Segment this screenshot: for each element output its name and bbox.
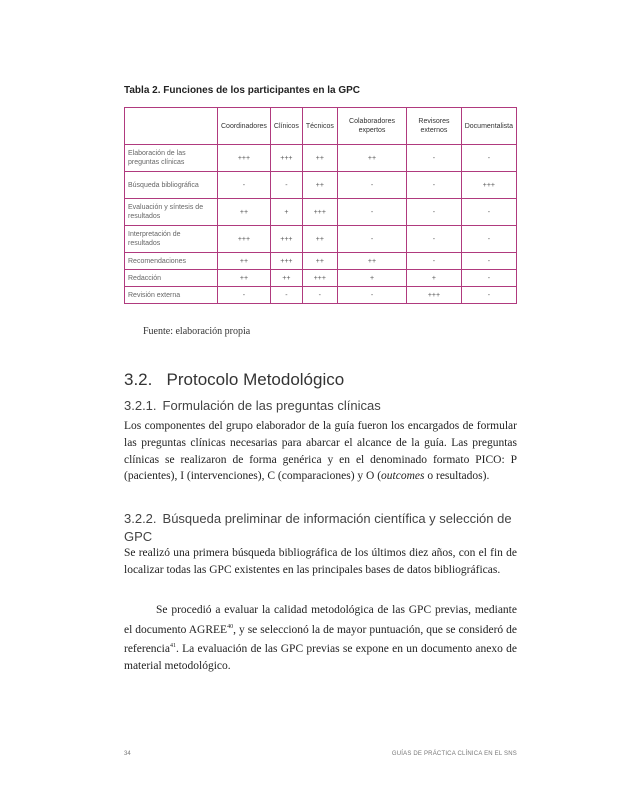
section-number: 3.2. — [124, 370, 153, 389]
table-cell: +++ — [270, 145, 302, 172]
table-row — [125, 226, 517, 253]
table-cell: - — [337, 199, 406, 226]
paragraph-text: Los componentes del grupo elaborador de la guía fueron los encargados de formular las preguntas clínicas necesarias para abarcar el alcance de la guía. Las preguntas clínicas se realizaron de forma genérica y en el denominado formato PICO: P (pacientes), I (intervenciones), C (comparaciones) y O ( — [124, 420, 517, 483]
subsection-heading — [124, 398, 381, 413]
table-title: Funciones de los participantes en la GPC — [163, 85, 360, 96]
page-number: 34 — [124, 751, 131, 757]
paragraph: Se realizó una primera búsqueda bibliográfica de los últimos diez años, con el fin de localizar todas las GPC existentes en las principales bases de datos bibliográficas. — [124, 547, 517, 576]
column-header: Técnicos — [302, 108, 337, 145]
row-label: Elaboración de las preguntas clínicas — [125, 145, 218, 172]
table-cell: + — [270, 199, 302, 226]
table-cell: ++ — [270, 270, 302, 287]
row-label: Recomendaciones — [125, 253, 218, 270]
table-cell: + — [407, 270, 462, 287]
table-row — [125, 199, 517, 226]
table-cell: +++ — [407, 287, 462, 304]
table-cell: - — [302, 287, 337, 304]
table-row — [125, 253, 517, 270]
table-cell: - — [337, 172, 406, 199]
row-label: Interpretación de resultados — [125, 226, 218, 253]
section-title: Protocolo Metodológico — [166, 370, 345, 389]
table-row — [125, 270, 517, 287]
table-cell: +++ — [302, 199, 337, 226]
section-heading — [124, 370, 344, 390]
table-cell: ++ — [218, 253, 271, 270]
column-header: Colaboradores expertos — [337, 108, 406, 145]
table-cell: ++ — [302, 145, 337, 172]
table-source-note: Fuente: elaboración propia — [143, 326, 251, 337]
paragraph-text: o resultados). — [424, 470, 490, 483]
row-label: Redacción — [125, 270, 218, 287]
table-cell: - — [218, 287, 271, 304]
paragraph — [124, 602, 517, 675]
table-cell: ++ — [218, 199, 271, 226]
table-cell: ++ — [337, 145, 406, 172]
table-cell: - — [407, 253, 462, 270]
table-label: Tabla 2. — [124, 85, 161, 96]
column-header: Revisores externos — [407, 108, 462, 145]
paragraph — [124, 418, 517, 485]
paragraph-text: . La evaluación de las GPC previas se expone en un documento anexo de material metodológico. — [124, 643, 517, 673]
table-cell: - — [337, 226, 406, 253]
table-header-row — [125, 108, 517, 145]
table-cell: + — [337, 270, 406, 287]
citation-superscript: 40 — [227, 623, 234, 630]
table-row — [125, 172, 517, 199]
table-cell: - — [337, 287, 406, 304]
table-cell: - — [218, 172, 271, 199]
table-cell: +++ — [218, 145, 271, 172]
table-cell: ++ — [337, 253, 406, 270]
table-row — [125, 145, 517, 172]
row-label: Búsqueda bibliográfica — [125, 172, 218, 199]
table-row — [125, 287, 517, 304]
table-cell: - — [407, 226, 462, 253]
citation-superscript: 41 — [169, 643, 176, 650]
table-cell: - — [407, 172, 462, 199]
paragraph-italic: outcomes — [381, 470, 425, 483]
table-caption — [124, 85, 360, 96]
subsection-title: Formulación de las preguntas clínicas — [162, 398, 381, 413]
table-cell: - — [461, 226, 516, 253]
table-cell: ++ — [218, 270, 271, 287]
paragraph-text: Se procedió a evaluar la calidad metodológica de las GPC previas, mediante el documento AGREE — [124, 604, 517, 636]
table-cell: - — [270, 172, 302, 199]
header-empty — [125, 108, 218, 145]
table-cell: ++ — [302, 226, 337, 253]
roles-table — [124, 107, 517, 304]
row-label: Evaluación y síntesis de resultados — [125, 199, 218, 226]
table-cell: - — [407, 199, 462, 226]
subsection-title: Búsqueda preliminar de información científica y selección de GPC — [124, 511, 512, 544]
table-cell: - — [461, 145, 516, 172]
column-header: Clínicos — [270, 108, 302, 145]
table-cell: +++ — [302, 270, 337, 287]
table-cell: - — [461, 270, 516, 287]
table-cell: - — [461, 287, 516, 304]
column-header: Documentalista — [461, 108, 516, 145]
column-header: Coordinadores — [218, 108, 271, 145]
table-cell: - — [270, 287, 302, 304]
table-cell: - — [407, 145, 462, 172]
table-cell: ++ — [302, 172, 337, 199]
subsection-number: 3.2.2. — [124, 511, 157, 526]
row-label: Revisión externa — [125, 287, 218, 304]
table-cell: ++ — [302, 253, 337, 270]
paragraph-text: , y se seleccionó la de mayor puntuación, que se consideró de referencia — [124, 623, 518, 656]
table-cell: +++ — [270, 253, 302, 270]
table-cell: +++ — [218, 226, 271, 253]
table-cell: +++ — [270, 226, 302, 253]
running-footer: GUÍAS DE PRÁCTICA CLÍNICA EN EL SNS — [391, 751, 517, 757]
table-cell: - — [461, 253, 516, 270]
subsection-number: 3.2.1. — [124, 398, 157, 413]
subsection-heading — [124, 510, 524, 546]
table-cell: +++ — [461, 172, 516, 199]
table-cell: - — [461, 199, 516, 226]
